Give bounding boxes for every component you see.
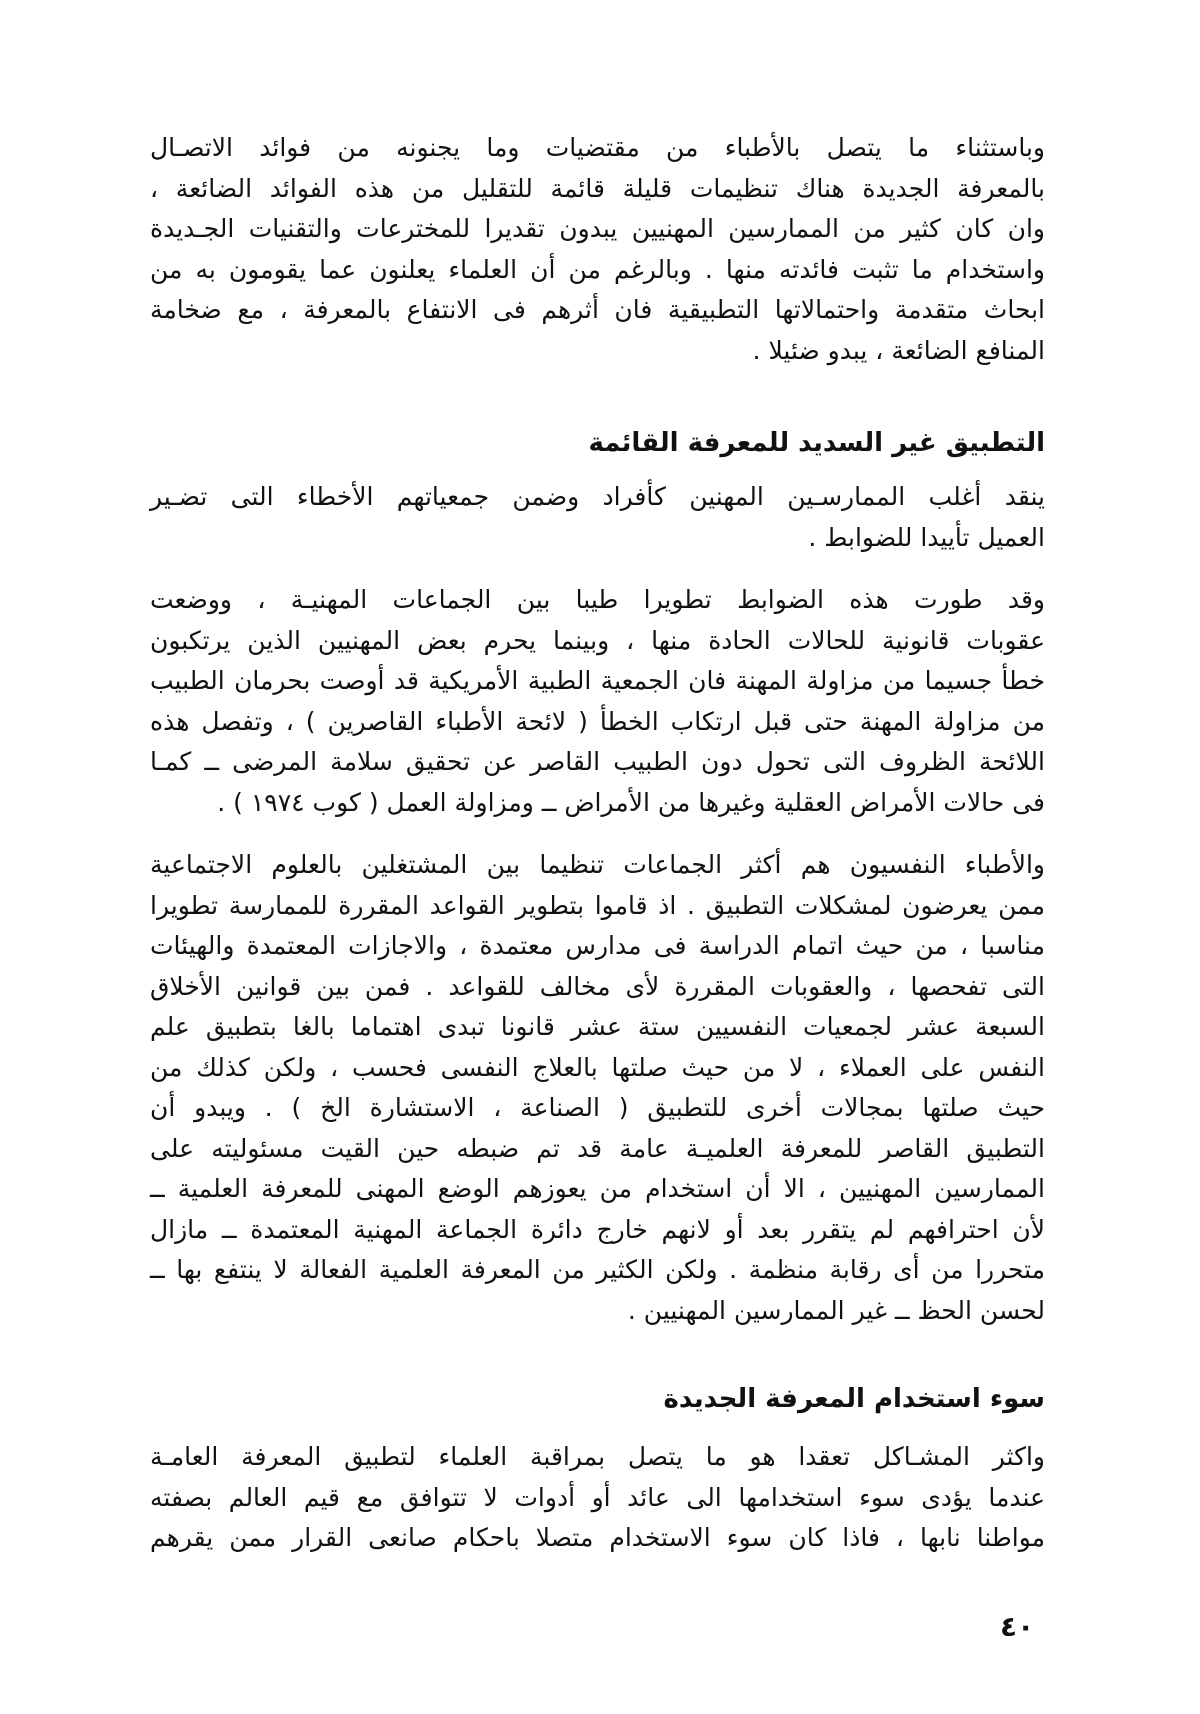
- paragraph-line: ينقد أغلب الممارسـين المهنين كأفراد وضمن جمعياتهم الأخطاء التى تضـير: [150, 482, 1045, 511]
- paragraph-line: التى تفحصها ، والعقوبات المقررة لأى مخالف للقواعد . فمن بين قوانين الأخلاق: [150, 971, 1045, 1001]
- section-heading-misapplication: التطبيق غير السديد للمعرفة القائمة: [588, 428, 1045, 458]
- paragraph-line: المنافع الضائعة ، يبدو ضئيلا .: [752, 335, 1045, 365]
- paragraph-intro: [150, 128, 1045, 371]
- page-content: [150, 128, 1045, 1559]
- paragraph-line: ابحاث متقدمة واحتمالاتها التطبيقية فان أثرهم فى الانتفاع بالمعرفة ، مع ضخامة: [150, 295, 1045, 324]
- paragraph-controls: [150, 580, 1045, 823]
- paragraph-problems: [150, 1437, 1045, 1559]
- paragraph-line: اللائحة الظروف التى تحول دون الطبيب القاصر عن تحقيق سلامة المرضى ــ كمـا: [150, 747, 1045, 776]
- paragraph-line: ممن يعرضون لمشكلات التطبيق . اذ قاموا بتطوير القواعد المقررة للممارسة تطويرا: [150, 890, 1045, 920]
- paragraph-line: بالمعرفة الجديدة هناك تنظيمات قليلة قائمة للتقليل من هذه الفوائد الضائعة ،: [150, 173, 1045, 203]
- paragraph-line: فى حالات الأمراض العقلية وغيرها من الأمراض ــ ومزاولة العمل ( كوب ١٩٧٤ ) .: [217, 787, 1045, 817]
- paragraph-line: لحسن الحظ ــ غير الممارسين المهنيين .: [627, 1295, 1045, 1325]
- section-heading-misuse: سوء استخدام المعرفة الجديدة: [663, 1384, 1045, 1414]
- paragraph-line: مناسبا ، من حيث اتمام الدراسة فى مدارس معتمدة ، والاجازات المعتمدة والهيئات: [150, 931, 1045, 960]
- paragraph-psychologists: [150, 845, 1045, 1331]
- paragraph-line: متحررا من أى رقابة منظمة . ولكن الكثير من المعرفة العلمية الفعالة لا ينتفع بها ــ: [150, 1255, 1045, 1284]
- paragraph-line: التطبيق القاصر للمعرفة العلميـة عامة قد تم ضبطه حين القيت مسئوليته على: [150, 1133, 1045, 1163]
- paragraph-line: وباستثناء ما يتصل بالأطباء من مقتضيات وما يجنونه من فوائد الاتصـال: [150, 133, 1045, 162]
- paragraph-line: لأن احترافهم لم يتقرر بعد أو لانهم خارج دائرة الجماعة المهنية المعتمدة ــ مازال: [150, 1214, 1045, 1244]
- paragraph-line: حيث صلتها بمجالات أخرى للتطبيق ( الصناعة ، الاستشارة الخ ) . ويبدو أن: [150, 1093, 1045, 1122]
- paragraph-line: السبعة عشر لجمعيات النفسيين ستة عشر قانونا تبدى اهتماما بالغا بتطبيق علم: [150, 1012, 1045, 1041]
- paragraph-line: واكثر المشـاكل تعقدا هو ما يتصل بمراقبة العلماء لتطبيق المعرفة العامـة: [150, 1442, 1045, 1471]
- paragraph-line: خطأ جسيما من مزاولة المهنة فان الجمعية الطبية الأمريكية قد أوصت بحرمان الطبيب: [150, 666, 1045, 695]
- paragraph-line: وان كان كثير من الممارسين المهنيين يبدون تقديرا للمخترعات والتقنيات الجـديدة: [150, 214, 1045, 243]
- paragraph-line: النفس على العملاء ، لا من حيث صلتها بالعلاج النفسى فحسب ، ولكن كذلك من: [150, 1052, 1045, 1082]
- paragraph-line: الممارسين المهنيين ، الا أن استخدام من يعوزهم الوضع المهنى للمعرفة العلمية ــ: [150, 1174, 1045, 1203]
- paragraph-line: من مزاولة المهنة حتى قبل ارتكاب الخطأ ( لائحة الأطباء القاصرين ) ، وتفصل هذه: [150, 706, 1045, 736]
- paragraph-line: عندما يؤدى سوء استخدامها الى عائد أو أدوات لا تتوافق مع قيم العالم بصفته: [150, 1482, 1045, 1512]
- paragraph-line: والأطباء النفسيون هم أكثر الجماعات تنظيما بين المشتغلين بالعلوم الاجتماعية: [150, 850, 1045, 879]
- paragraph-line: مواطنا نابها ، فاذا كان سوء الاستخدام متصلا باحكام صانعى القرار ممن يقرهم: [150, 1523, 1045, 1552]
- paragraph-criticism: [150, 477, 1045, 558]
- paragraph-line: العميل تأييدا للضوابط .: [808, 522, 1045, 552]
- paragraph-line: واستخدام ما تثبت فائدته منها . وبالرغم من أن العلماء يعلنون عما يقومون به من: [150, 254, 1045, 284]
- paragraph-line: عقوبات قانونية للحالات الحادة منها ، وبينما يحرم بعض المهنيين الذين يرتكبون: [150, 625, 1045, 655]
- page-number: ٤٠: [1000, 1610, 1035, 1643]
- paragraph-line: وقد طورت هذه الضوابط تطويرا طيبا بين الجماعات المهنيـة ، ووضعت: [150, 585, 1045, 614]
